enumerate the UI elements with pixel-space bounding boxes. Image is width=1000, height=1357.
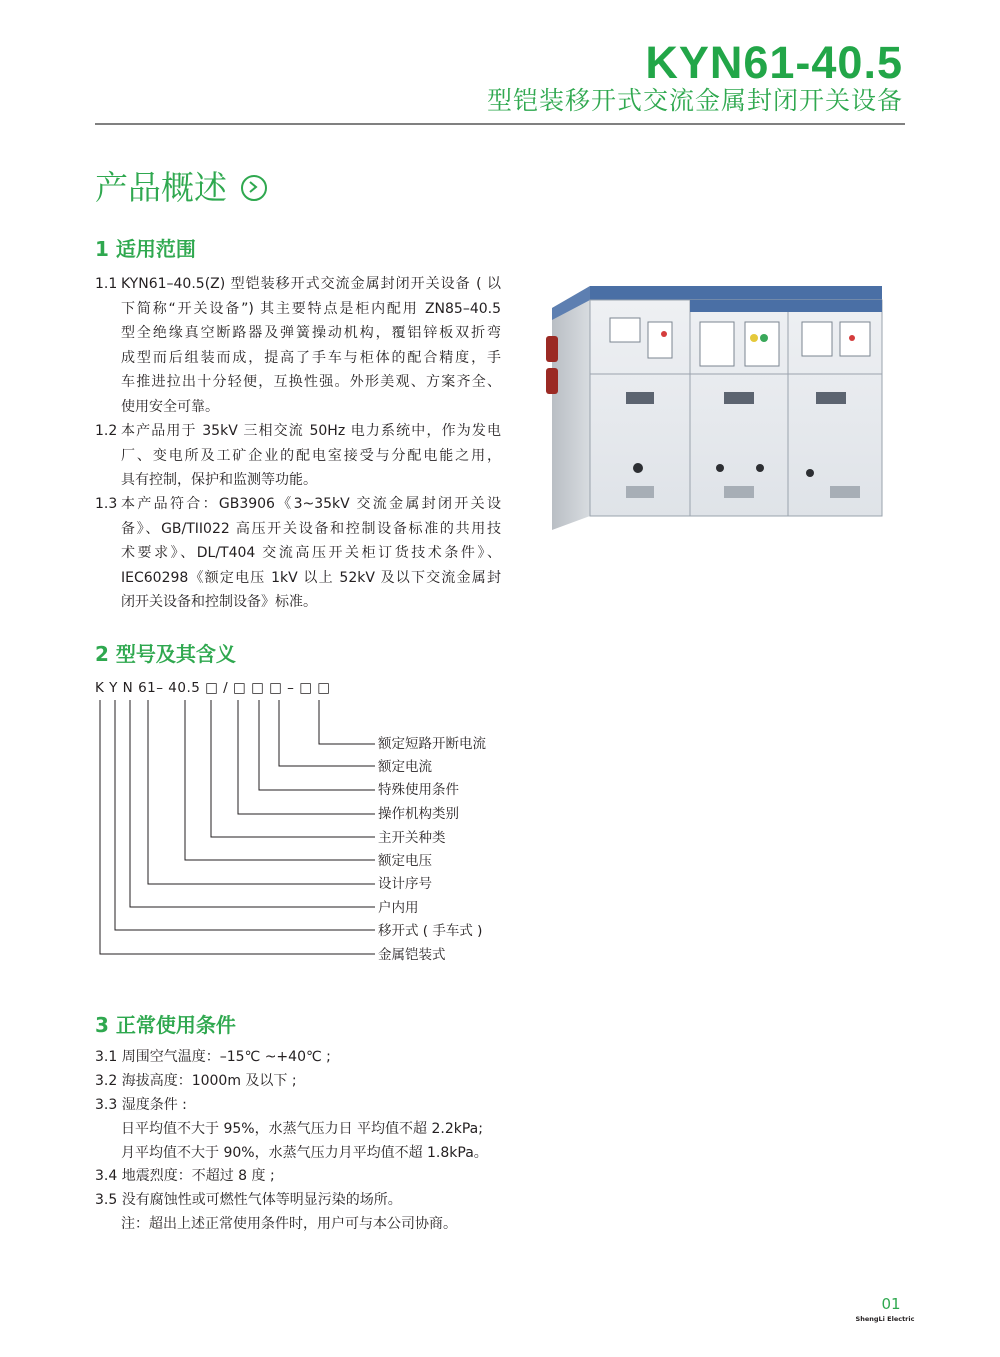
header-divider (95, 123, 905, 125)
condition-line: 3.5 没有腐蚀性或可燃性气体等明显污染的场所。 (95, 1192, 402, 1208)
meaning-item: 户内用 (378, 900, 419, 916)
text-line: 本产品用于 35kV 三相交流 50Hz 电力系统中，作为发电 (121, 423, 501, 439)
meaning-item: 设计序号 (378, 876, 432, 892)
condition-line: 日平均值不大于 95%，水蒸气压力日 平均值不超 2.2kPa; (121, 1121, 483, 1137)
brand-name: ShengLi Electric (855, 1315, 915, 1323)
scope-item-3 (95, 492, 501, 615)
scope-item-1 (95, 272, 501, 419)
text-line: 本产品符合：GB3906《3~35kV 交流金属封闭开关设 (121, 496, 501, 512)
switchgear-product-image (540, 278, 892, 530)
text-line: 车推进拉出十分轻便，互换性强。外形美观、方案齐全、 (121, 374, 501, 390)
item-number: 1.1 (95, 276, 118, 292)
product-subtitle: 型铠装移开式交流金属封闭开关设备 (486, 86, 903, 115)
chevron-right-circle-icon (241, 175, 267, 201)
text-line: KYN61–40.5(Z) 型铠装移开式交流金属封闭开关设备 ( 以 (121, 276, 501, 292)
page-number: 01 (881, 1295, 901, 1313)
meaning-item: 特殊使用条件 (378, 782, 459, 798)
meaning-item: 额定电压 (378, 853, 432, 869)
text-line: 型全绝缘真空断路器及弹簧操动机构，覆铝锌板双折弯 (121, 325, 501, 341)
text-line: 使用安全可靠。 (121, 398, 219, 415)
item-number: 1.2 (95, 423, 118, 439)
meaning-item: 额定电流 (378, 759, 432, 775)
meaning-item: 主开关种类 (378, 830, 446, 846)
text-line: 厂、变电所及工矿企业的配电室接受与分配电能之用， (121, 447, 501, 464)
heading-scope: 1 适用范围 (95, 237, 196, 261)
model-title: KYN61-40.5 (645, 37, 903, 88)
text-line: 术要求》、DL/T404 交流高压开关柜订货技术条件》、 (121, 545, 501, 561)
heading-model-meaning: 2 型号及其含义 (95, 642, 236, 666)
meaning-item: 移开式 ( 手车式 ) (378, 923, 483, 939)
text-line: 具有控制，保护和监测等功能。 (121, 472, 317, 488)
condition-line: 3.4 地震烈度：不超过 8 度 ; (95, 1168, 275, 1184)
meaning-item: 操作机构类别 (378, 806, 459, 822)
condition-line: 3.3 湿度条件 : (95, 1097, 187, 1113)
condition-line: 3.1 周围空气温度：–15℃ ~+40℃ ; (95, 1049, 331, 1065)
meaning-item: 额定短路开断电流 (378, 736, 486, 752)
text-line: 成型而后组装而成，提高了手车与柜体的配合精度，手 (121, 349, 501, 366)
text-line: IEC60298《额定电压 1kV 以上 52kV 及以下交流金属封 (121, 569, 501, 586)
text-line: 闭开关设备和控制设备》标准。 (121, 594, 317, 610)
condition-note: 注：超出上述正常使用条件时，用户可与本公司协商。 (121, 1216, 457, 1232)
heading-normal-conditions: 3 正常使用条件 (95, 1013, 236, 1037)
section-title-text: 产品概述 (95, 168, 227, 207)
condition-line: 3.2 海拔高度：1000m 及以下 ; (95, 1073, 297, 1089)
section-title (95, 168, 267, 208)
text-line: 下简称“开关设备”) 其主要特点是柜内配用 ZN85–40.5 (121, 300, 501, 317)
scope-item-2 (95, 419, 501, 493)
condition-line: 月平均值不大于 90%，水蒸气压力月平均值不超 1.8kPa。 (121, 1145, 488, 1161)
text-line: 备》、GB/TII022 高压开关设备和控制设备标准的共用技 (121, 520, 501, 537)
item-number: 1.3 (95, 496, 118, 512)
meaning-item: 金属铠装式 (378, 947, 446, 963)
model-code-tree-lines (95, 690, 395, 970)
model-code: K Y N 61– 40.5 □ / □ □ □ – □ □ (95, 680, 331, 696)
